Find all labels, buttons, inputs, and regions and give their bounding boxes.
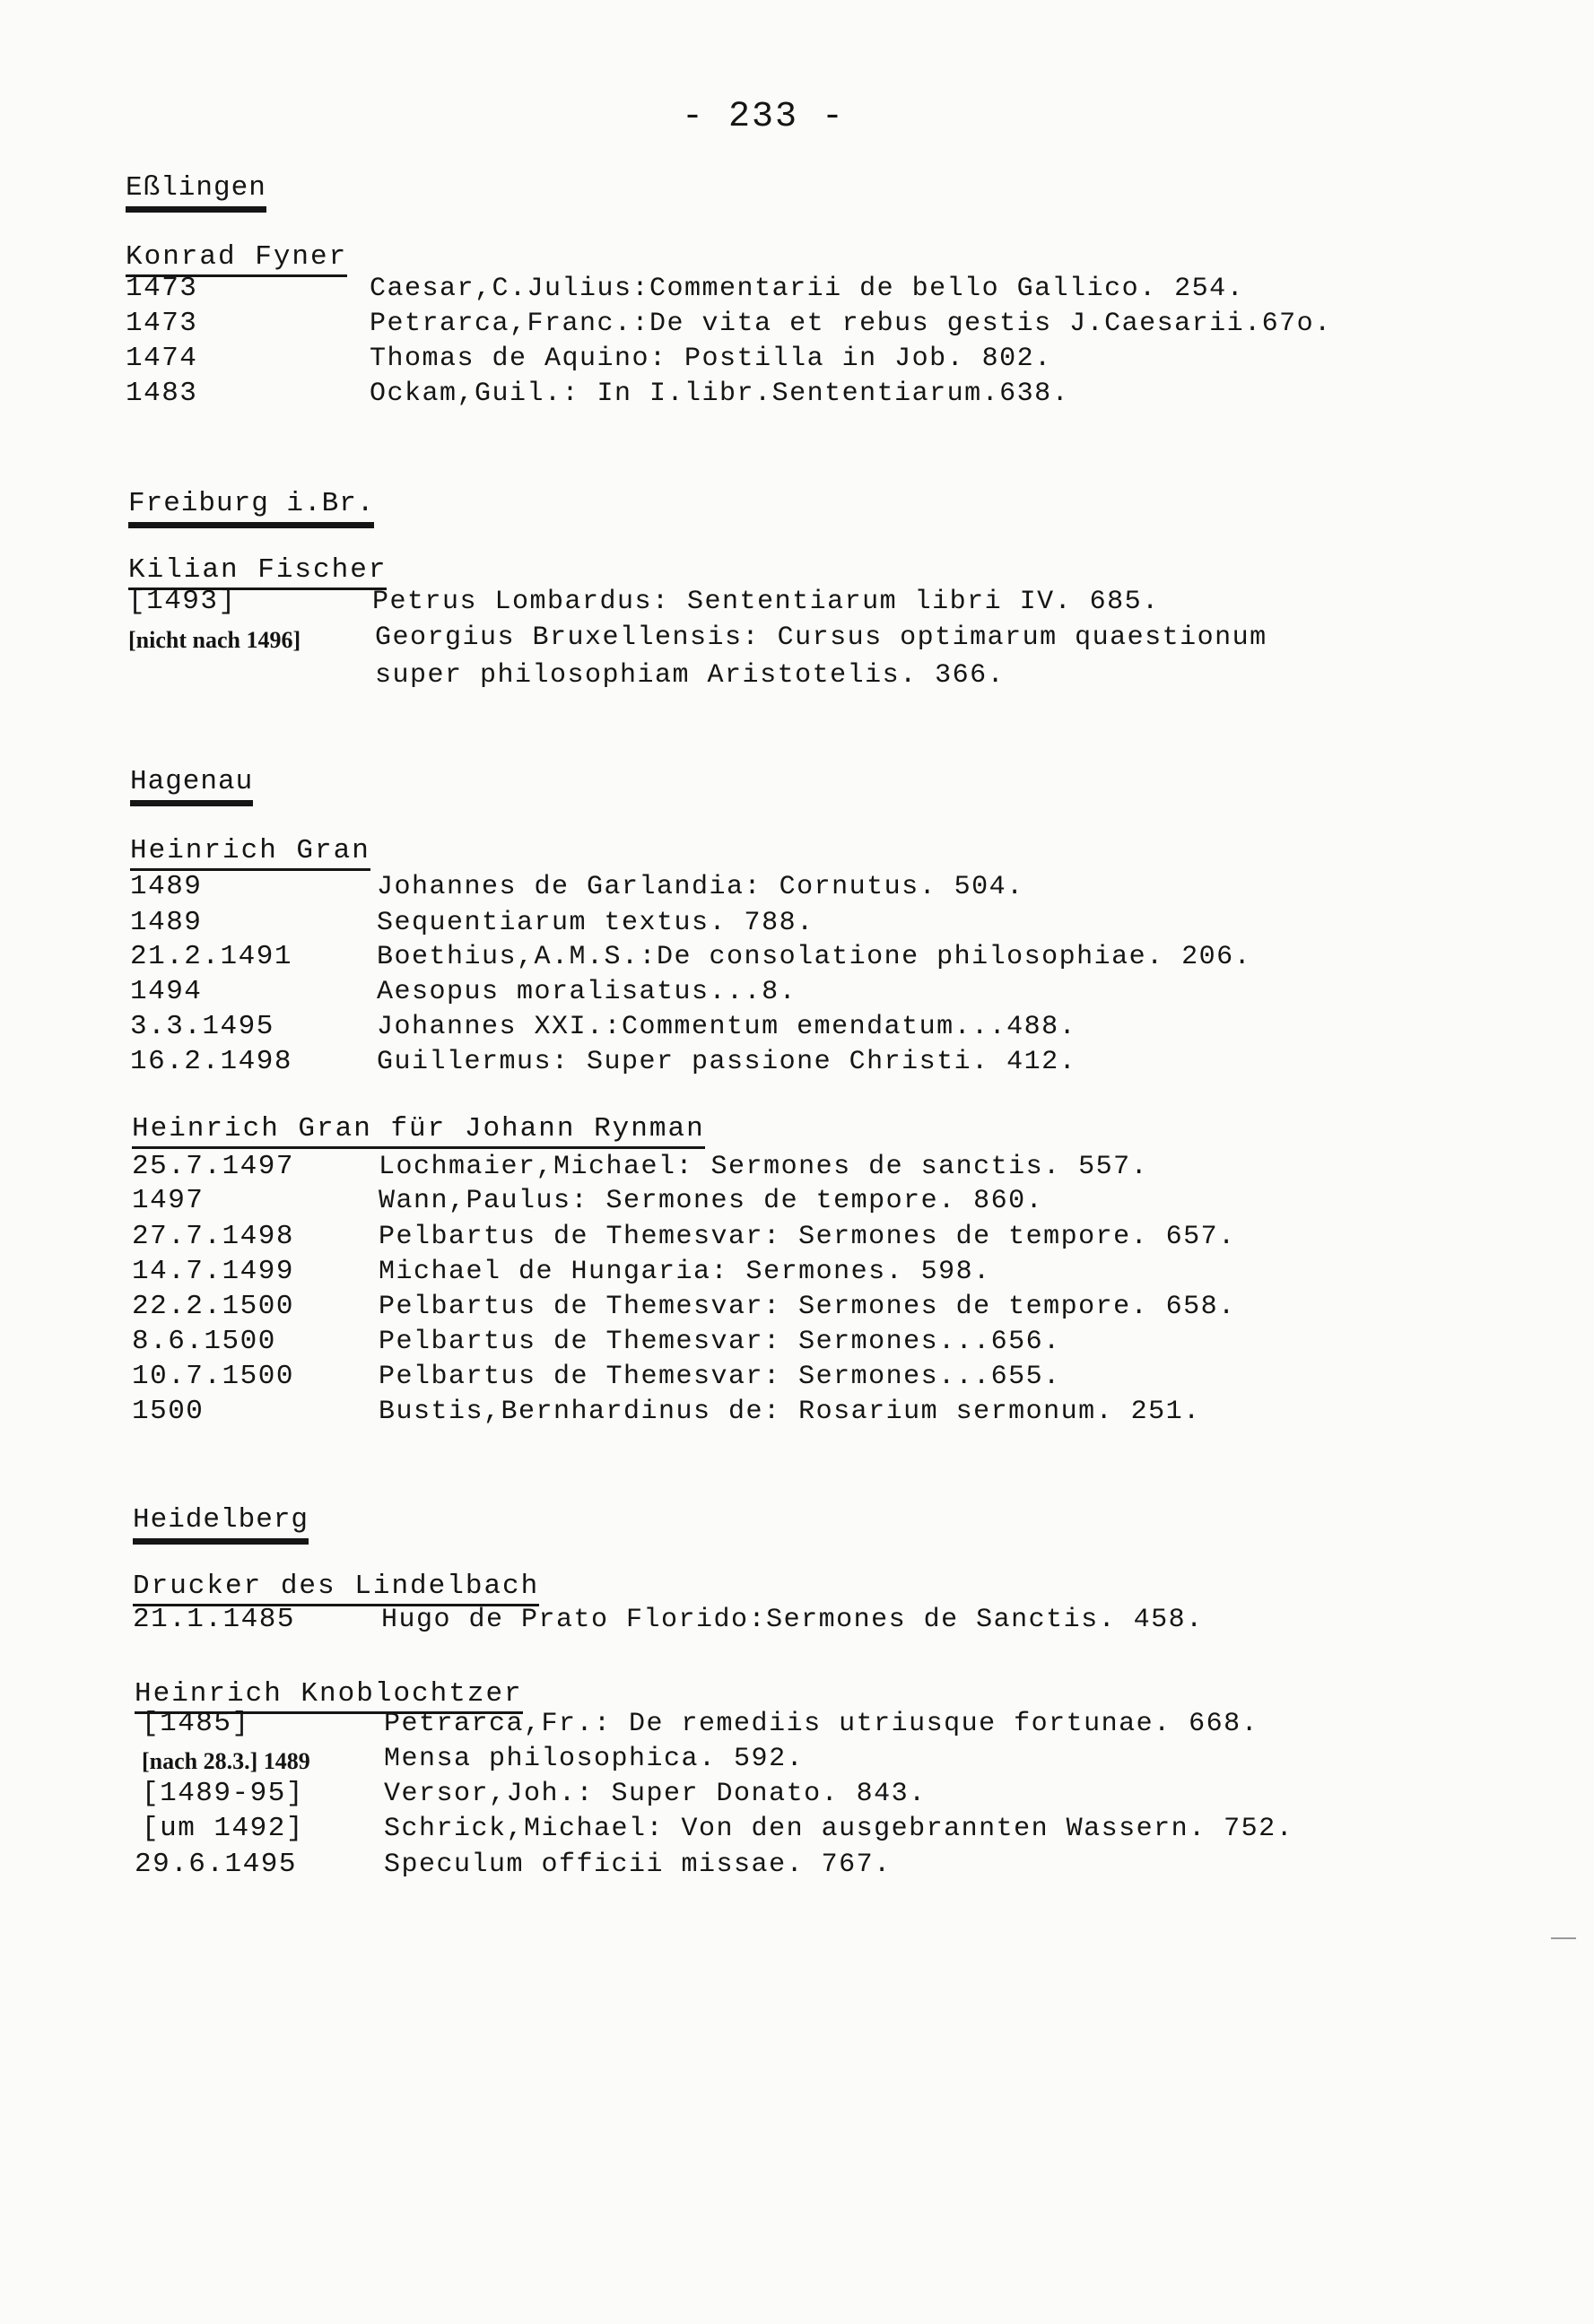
entry-date: [1493]	[128, 586, 237, 617]
entry-text: Petrarca,Fr.: De remediis utriusque fortunae. 668.	[384, 1709, 1259, 1739]
entry-text: Pelbartus de Themesvar: Sermones...656.	[379, 1327, 1061, 1357]
entry-text: Aesopus moralisatus...8.	[377, 977, 797, 1007]
entry-date: 22.2.1500	[132, 1291, 294, 1322]
entry-text: Schrick,Michael: Von den ausgebrannten Wassern. 752.	[384, 1814, 1294, 1844]
entry-text: Guillermus: Super passione Christi. 412.	[377, 1047, 1077, 1077]
entry-date: 29.6.1495	[135, 1849, 297, 1880]
entry-text: Sequentiarum textus. 788.	[377, 908, 814, 938]
entry-date: 21.1.1485	[133, 1604, 295, 1635]
printer-heading-heinrich-knoblochtzer: Heinrich Knoblochtzer	[135, 1677, 523, 1714]
page-number: - 233 -	[682, 97, 846, 137]
entry-text: Caesar,C.Julius:Commentarii de bello Gallico. 254.	[370, 274, 1245, 304]
entry-text: Pelbartus de Themesvar: Sermones...655.	[379, 1362, 1061, 1392]
entry-date: [1489-95]	[142, 1778, 304, 1809]
entry-date: [1485]	[142, 1708, 250, 1739]
entry-date: 25.7.1497	[132, 1151, 294, 1182]
entry-date: [nach 28.3.] 1489	[142, 1748, 310, 1774]
entry-date: 1500	[132, 1396, 205, 1427]
entry-text: Mensa philosophica. 592.	[384, 1744, 805, 1774]
entry-date: 1474	[126, 343, 198, 374]
entry-text: Speculum officii missae. 767.	[384, 1850, 892, 1880]
entry-date: 1483	[126, 378, 198, 409]
entry-date: 1497	[132, 1185, 205, 1216]
printer-heading-heinrich-gran-rynman: Heinrich Gran für Johann Rynman	[132, 1112, 705, 1149]
place-heading-freiburg: Freiburg i.Br.	[128, 486, 374, 528]
entry-date: [nicht nach 1496]	[128, 627, 301, 653]
printer-heading-konrad-fyner: Konrad Fyner	[126, 240, 347, 277]
entry-text: Lochmaier,Michael: Sermones de sanctis. 557.	[379, 1152, 1149, 1182]
entry-text: Versor,Joh.: Super Donato. 843.	[384, 1779, 927, 1809]
margin-mark	[1551, 1937, 1576, 1939]
entry-text: Johannes de Garlandia: Cornutus. 504.	[377, 872, 1024, 902]
entry-text: Ockam,Guil.: In I.libr.Sententiarum.638.	[370, 379, 1070, 409]
entry-text: Georgius Bruxellensis: Cursus optimarum quaestionum	[375, 622, 1267, 653]
entry-text: Johannes XXI.:Commentum emendatum...488.	[377, 1012, 1077, 1042]
entry-text-continuation: super philosophiam Aristotelis. 366.	[375, 660, 1006, 691]
entry-date: 27.7.1498	[132, 1221, 294, 1252]
entry-date: 1473	[126, 273, 198, 304]
printer-heading-kilian-fischer: Kilian Fischer	[128, 553, 387, 590]
entry-date: 8.6.1500	[132, 1326, 276, 1357]
entry-text: Boethius,A.M.S.:De consolatione philosophiae. 206.	[377, 942, 1252, 972]
entry-text: Wann,Paulus: Sermones de tempore. 860.	[379, 1186, 1044, 1216]
entry-date: [um 1492]	[142, 1813, 304, 1844]
entry-date: 1494	[130, 976, 203, 1007]
entry-date: 10.7.1500	[132, 1361, 294, 1392]
entry-text: Bustis,Bernhardinus de: Rosarium sermonum. 251.	[379, 1397, 1201, 1427]
entry-text: Petrarca,Franc.:De vita et rebus gestis J.Caesarii.67o.	[370, 309, 1332, 339]
entry-date: 3.3.1495	[130, 1011, 274, 1042]
entry-text: Hugo de Prato Florido:Sermones de Sanctis. 458.	[381, 1605, 1204, 1635]
entry-text: Thomas de Aquino: Postilla in Job. 802.	[370, 344, 1052, 374]
entry-text: Michael de Hungaria: Sermones. 598.	[379, 1257, 991, 1287]
place-heading-hagenau: Hagenau	[130, 764, 253, 806]
entry-date: 21.2.1491	[130, 941, 292, 972]
entry-date: 1489	[130, 907, 203, 938]
entry-text: Pelbartus de Themesvar: Sermones de tempore. 657.	[379, 1222, 1236, 1252]
entry-date: 1473	[126, 308, 198, 339]
entry-text: Petrus Lombardus: Sententiarum libri IV. 685.	[372, 587, 1160, 617]
entry-date: 16.2.1498	[130, 1046, 292, 1077]
entry-date: 1489	[130, 871, 203, 902]
place-heading-heidelberg: Heidelberg	[133, 1502, 309, 1545]
place-heading-esslingen: Eßlingen	[126, 170, 266, 213]
entry-text: Pelbartus de Themesvar: Sermones de tempore. 658.	[379, 1292, 1236, 1322]
printer-heading-drucker-des-lindelbach: Drucker des Lindelbach	[133, 1570, 539, 1606]
entry-date: 14.7.1499	[132, 1256, 294, 1287]
printer-heading-heinrich-gran: Heinrich Gran	[130, 834, 370, 871]
